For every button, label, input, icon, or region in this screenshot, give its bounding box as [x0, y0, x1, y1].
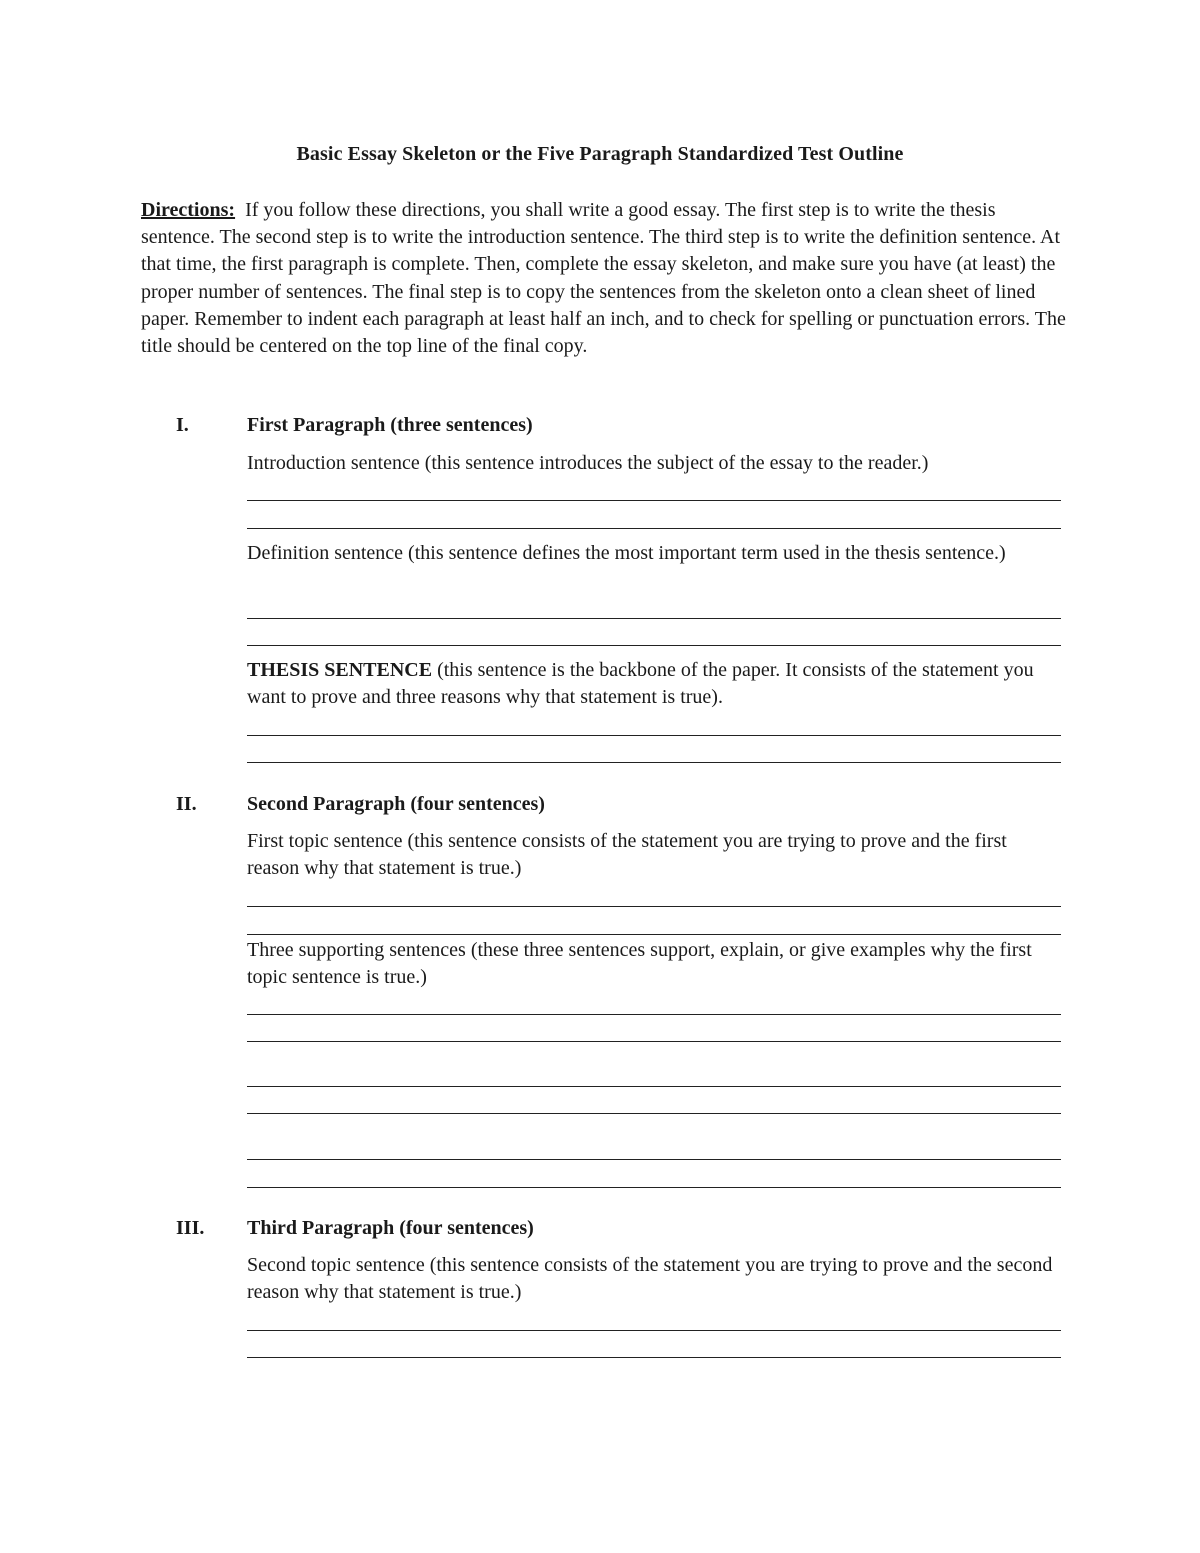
answer-line[interactable] — [247, 1187, 1061, 1188]
page-title: Basic Essay Skeleton or the Five Paragraph Standardized Test Outline — [296, 143, 904, 165]
answer-line[interactable] — [247, 1113, 1061, 1114]
prompt-introduction-sentence — [247, 450, 1062, 477]
section-numeral-3: III. — [176, 1217, 205, 1239]
section-heading-2: Second Paragraph (four sentences) — [247, 793, 545, 815]
section-numeral-1: I. — [176, 414, 189, 436]
prompt-text: Introduction sentence (this sentence introduces the subject of the essay to the reader.) — [247, 452, 929, 474]
answer-line[interactable] — [247, 1330, 1061, 1331]
prompt-text: Second topic sentence (this sentence consists of the statement you are trying to prove and the second reason why that statement is true.) — [247, 1254, 1053, 1303]
answer-line[interactable] — [247, 735, 1061, 736]
answer-line[interactable] — [247, 1086, 1061, 1087]
prompt-first-topic-sentence — [247, 828, 1062, 882]
answer-line[interactable] — [247, 1014, 1061, 1015]
answer-line[interactable] — [247, 528, 1061, 529]
prompt-supporting-sentences — [247, 937, 1062, 991]
answer-line[interactable] — [247, 906, 1061, 907]
prompt-text: First topic sentence (this sentence consists of the statement you are trying to prove and the first reason why that statement is true.) — [247, 830, 1007, 879]
prompt-bold-label: THESIS SENTENCE — [247, 659, 433, 681]
directions-paragraph — [141, 197, 1066, 360]
section-heading-1: First Paragraph (three sentences) — [247, 414, 533, 436]
answer-line[interactable] — [247, 1041, 1061, 1042]
section-numeral-2: II. — [176, 793, 197, 815]
answer-line[interactable] — [247, 500, 1061, 501]
prompt-thesis-sentence — [247, 657, 1062, 711]
prompt-second-topic-sentence — [247, 1252, 1062, 1306]
answer-line[interactable] — [247, 1159, 1061, 1160]
answer-line[interactable] — [247, 1357, 1061, 1358]
answer-line[interactable] — [247, 934, 1061, 935]
prompt-text: Definition sentence (this sentence defines the most important term used in the thesis sentence.) — [247, 542, 1006, 564]
directions-text: If you follow these directions, you shall write a good essay. The first step is to write the thesis sentence. The second step is to write the introduction sentence. The third step is to write the definition sentence. At that time, the first paragraph is complete. Then, complete the essay skeleton, and make sure you have (at least) the proper number of sentences. The final step is to copy the sentences from the skeleton onto a clean sheet of lined paper. Remember to indent each paragraph at least half an inch, and to check for spelling or punctuation errors. The title should be centered on the top line of the final copy. — [141, 199, 1066, 358]
section-heading-3: Third Paragraph (four sentences) — [247, 1217, 534, 1239]
answer-line[interactable] — [247, 618, 1061, 619]
prompt-text: (this sentence is the backbone of the paper. It consists of the statement you want to prove and three reasons why that statement is true). — [247, 659, 1034, 708]
prompt-text: Three supporting sentences (these three sentences support, explain, or give examples why the first topic sentence is true.) — [247, 939, 1032, 988]
directions-label: Directions: — [141, 199, 236, 221]
answer-line[interactable] — [247, 762, 1061, 763]
answer-line[interactable] — [247, 645, 1061, 646]
prompt-definition-sentence — [247, 540, 1062, 567]
